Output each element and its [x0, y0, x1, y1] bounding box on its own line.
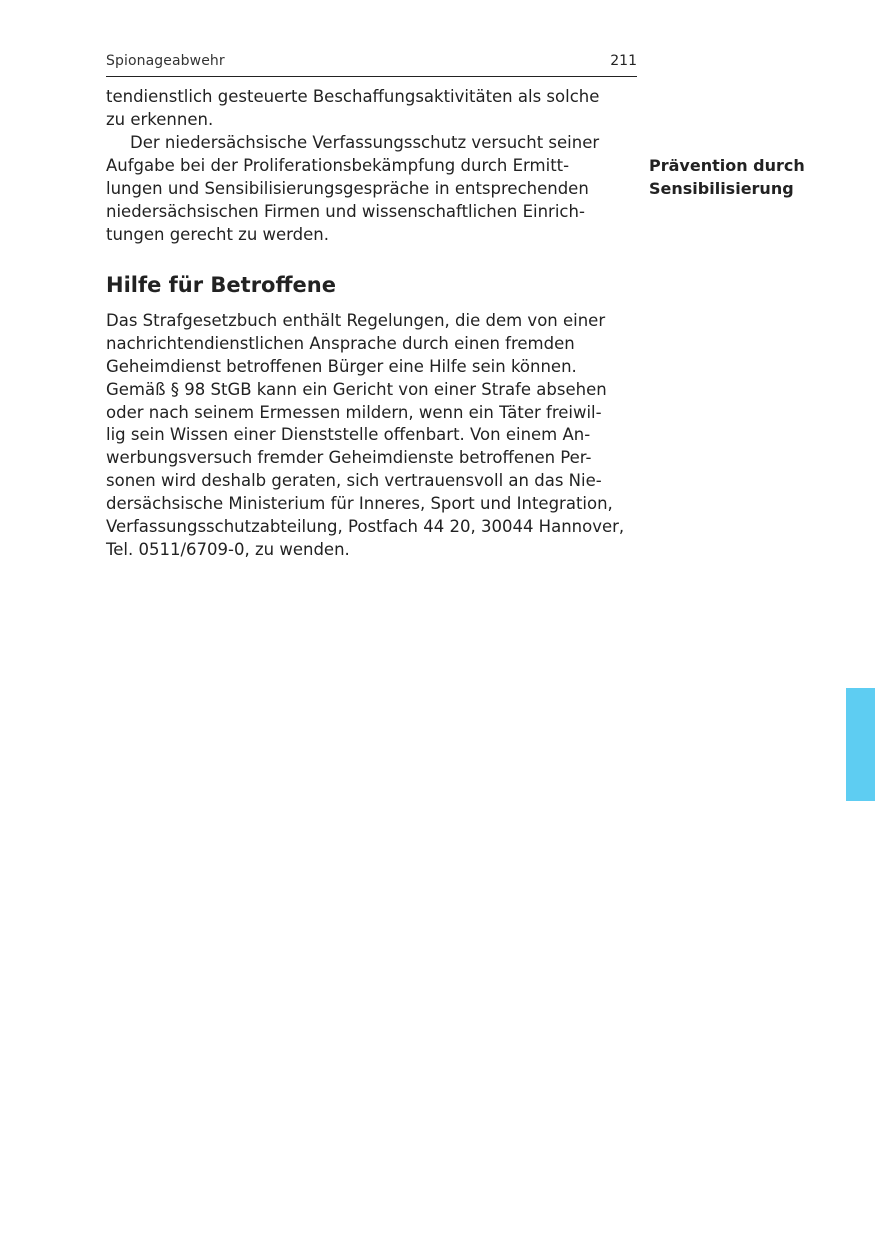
text-line: lig sein Wissen einer Dienststelle offenbart. Von einem An-: [106, 425, 591, 445]
text-line: Das Strafgesetzbuch enthält Regelungen, die dem von einer: [106, 311, 606, 330]
text-line: zu erkennen.: [106, 109, 214, 129]
text-line: Tel. 0511/6709-0, zu wenden.: [106, 539, 350, 559]
text-line: niedersächsischen Firmen und wissenschaftlichen Einrich-: [106, 201, 585, 221]
text-line: werbungsversuch fremder Geheimdienste betroffenen Per-: [106, 448, 592, 468]
paragraph-continuation: [106, 86, 637, 132]
text-line: tendienstlich gesteuerte Beschaffungsaktivitäten als solche: [106, 87, 600, 106]
text-line: Geheimdienst betroffenen Bürger eine Hilfe sein können.: [106, 356, 577, 376]
text-line: Verfassungsschutzabteilung, Postfach 44 20, 30044 Hannover,: [106, 517, 625, 537]
chapter-thumb-tab: [846, 688, 875, 801]
running-header: [106, 52, 637, 77]
margin-note-line: Prävention durch: [649, 156, 805, 175]
text-line: Aufgabe bei der Proliferationsbekämpfung durch Ermitt-: [106, 155, 570, 175]
paragraph-help: [106, 310, 637, 562]
text-line: Gemäß § 98 StGB kann ein Gericht von einer Strafe absehen: [106, 379, 607, 399]
page-number: 211: [610, 53, 637, 69]
text-line: oder nach seinem Ermessen mildern, wenn ein Täter freiwil-: [106, 402, 602, 422]
paragraph-proliferation: [106, 132, 637, 246]
text-line: lungen und Sensibilisierungsgespräche in entsprechenden: [106, 178, 589, 198]
text-line: sonen wird deshalb geraten, sich vertrauensvoll an das Nie-: [106, 471, 602, 491]
margin-note: [649, 155, 849, 200]
text-line: nachrichtendienstlichen Ansprache durch einen fremden: [106, 333, 575, 353]
running-title: Spionageabwehr: [106, 53, 225, 69]
section-heading: Hilfe für Betroffene: [106, 273, 336, 297]
margin-note-line: Sensibilisierung: [649, 178, 794, 198]
text-line: tungen gerecht zu werden.: [106, 224, 329, 244]
text-line: dersächsische Ministerium für Inneres, Sport und Integration,: [106, 494, 613, 514]
text-line: Der niedersächsische Verfassungsschutz versucht seiner: [130, 133, 600, 152]
